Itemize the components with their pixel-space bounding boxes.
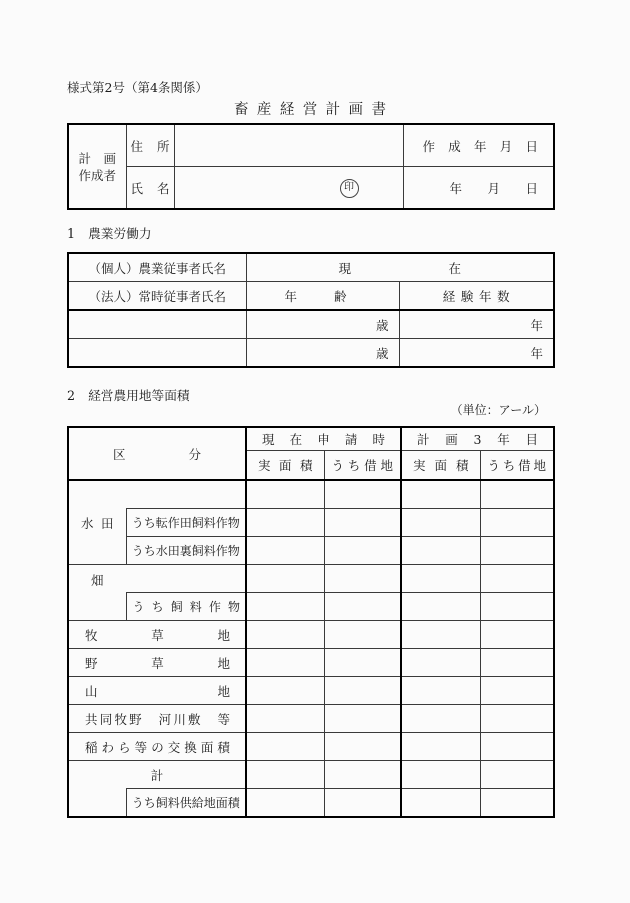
area-input-cell[interactable] [324,621,401,649]
area-input-cell[interactable] [246,789,324,818]
area-input-cell[interactable] [246,649,324,677]
category-pasture-label: 牧 草 地 [68,621,246,649]
area-input-cell[interactable] [480,537,554,565]
area-input-cell[interactable] [480,565,554,593]
labor-name-input-cell[interactable] [68,310,246,339]
area-input-cell[interactable] [480,733,554,761]
area-input-cell[interactable] [401,537,480,565]
area-input-cell[interactable] [324,509,401,537]
area-input-cell[interactable] [401,480,480,509]
area-input-cell[interactable] [401,509,480,537]
area-input-cell[interactable] [246,621,324,649]
area-input-cell[interactable] [324,789,401,818]
form-number: 様式第2号（第4条関係） [67,80,208,95]
leased-header: う ち 借 地 [480,451,554,481]
category-paddy-back-label: うち水田裏飼料作物 [126,537,246,565]
area-input-cell[interactable] [324,480,401,509]
area-input-cell[interactable] [324,761,401,789]
category-paddy-total-cell [126,480,246,509]
category-paddy-converted-label: うち転作田飼料作物 [126,509,246,537]
area-input-cell[interactable] [246,537,324,565]
area-input-cell[interactable] [401,649,480,677]
document-title: 畜 産 経 営 計 画 書 [234,102,386,118]
creator-table [67,123,555,210]
unit-note: （単位：アール） [450,403,546,417]
labor-table [67,252,555,368]
area-input-cell[interactable] [246,509,324,537]
area-input-cell[interactable] [401,565,480,593]
labor-individual-label: （個人）農業従事者氏名 [68,253,246,282]
area-input-cell[interactable] [246,761,324,789]
category-straw-exchange-label: 稲 わ ら 等 の 交 換 面 積 [68,733,246,761]
labor-experience-header: 経験年数 [399,282,554,311]
category-field-feed-label: う ち 飼 料 作 物 [126,593,246,621]
labor-age-cell[interactable]: 歳 [246,310,399,339]
created-date-label-cell: 作 成 年 月 日 [403,124,554,167]
category-total-label: 計 [68,761,246,789]
land-table [67,426,555,818]
category-header: 区 分 [68,427,246,480]
actual-area-header: 実 面 積 [246,451,324,481]
area-input-cell[interactable] [480,593,554,621]
date-value-cell[interactable]: 年 月 日 [403,167,554,210]
section2-number: 2 [67,388,76,403]
area-input-cell[interactable] [401,677,480,705]
area-input-cell[interactable] [246,480,324,509]
area-input-cell[interactable] [480,761,554,789]
area-input-cell[interactable] [324,677,401,705]
name-label-cell: 氏 名 [126,167,174,210]
plan-year3-header: 計 画 3 年 目 [401,427,554,451]
area-input-cell[interactable] [401,593,480,621]
area-input-cell[interactable] [324,649,401,677]
category-total-indent-cell [68,789,126,818]
area-input-cell[interactable] [246,565,324,593]
creator-role-line1: 計 画 [78,150,116,166]
area-input-cell[interactable] [401,705,480,733]
category-feed-supply-label: うち飼料供給地面積 [126,789,246,818]
area-input-cell[interactable] [246,677,324,705]
area-input-cell[interactable] [480,705,554,733]
section1-heading [67,226,553,241]
actual-area-header: 実 面 積 [401,451,480,481]
section2-title: 経営農用地等面積 [88,388,190,403]
area-input-cell[interactable] [480,677,554,705]
area-input-cell[interactable] [401,733,480,761]
current-application-header: 現 在 申 請 時 [246,427,401,451]
category-common-pasture-label: 共 同 牧 野 河 川 敷 等 [68,705,246,733]
labor-age-header: 年 齢 [246,282,399,311]
category-mountain-label: 山 地 [68,677,246,705]
seal-mark: 印 [340,179,359,198]
section1-title: 農業労働力 [88,226,152,241]
section1-number: 1 [67,226,76,241]
creator-role-line2: 作成者 [78,167,116,183]
labor-experience-cell[interactable]: 年 [399,310,554,339]
section2-heading [67,388,553,403]
category-field-total-cell [126,565,246,593]
category-wild-grass-label: 野 草 地 [68,649,246,677]
area-input-cell[interactable] [324,593,401,621]
area-input-cell[interactable] [401,621,480,649]
name-value-cell[interactable] [174,167,403,210]
area-input-cell[interactable] [324,537,401,565]
area-input-cell[interactable] [324,733,401,761]
category-field-label: 畑 [68,565,126,621]
area-input-cell[interactable] [480,480,554,509]
area-input-cell[interactable] [480,649,554,677]
address-value-cell[interactable] [174,124,403,167]
area-input-cell[interactable] [324,565,401,593]
area-input-cell[interactable] [401,789,480,818]
labor-corporate-label: （法人）常時従事者氏名 [68,282,246,311]
labor-current-header: 現 在 [246,253,554,282]
labor-name-input-cell[interactable] [68,339,246,368]
area-input-cell[interactable] [246,593,324,621]
area-input-cell[interactable] [480,509,554,537]
form-content [67,0,553,818]
area-input-cell[interactable] [246,733,324,761]
labor-age-cell[interactable]: 歳 [246,339,399,368]
category-paddy-label: 水 田 [68,480,126,565]
area-input-cell[interactable] [246,705,324,733]
area-input-cell[interactable] [401,761,480,789]
address-label-cell: 住 所 [126,124,174,167]
leased-header: う ち 借 地 [324,451,401,481]
creator-role-label [68,124,126,209]
area-input-cell[interactable] [324,705,401,733]
labor-experience-cell[interactable]: 年 [399,339,554,368]
area-input-cell[interactable] [480,789,554,818]
area-input-cell[interactable] [480,621,554,649]
